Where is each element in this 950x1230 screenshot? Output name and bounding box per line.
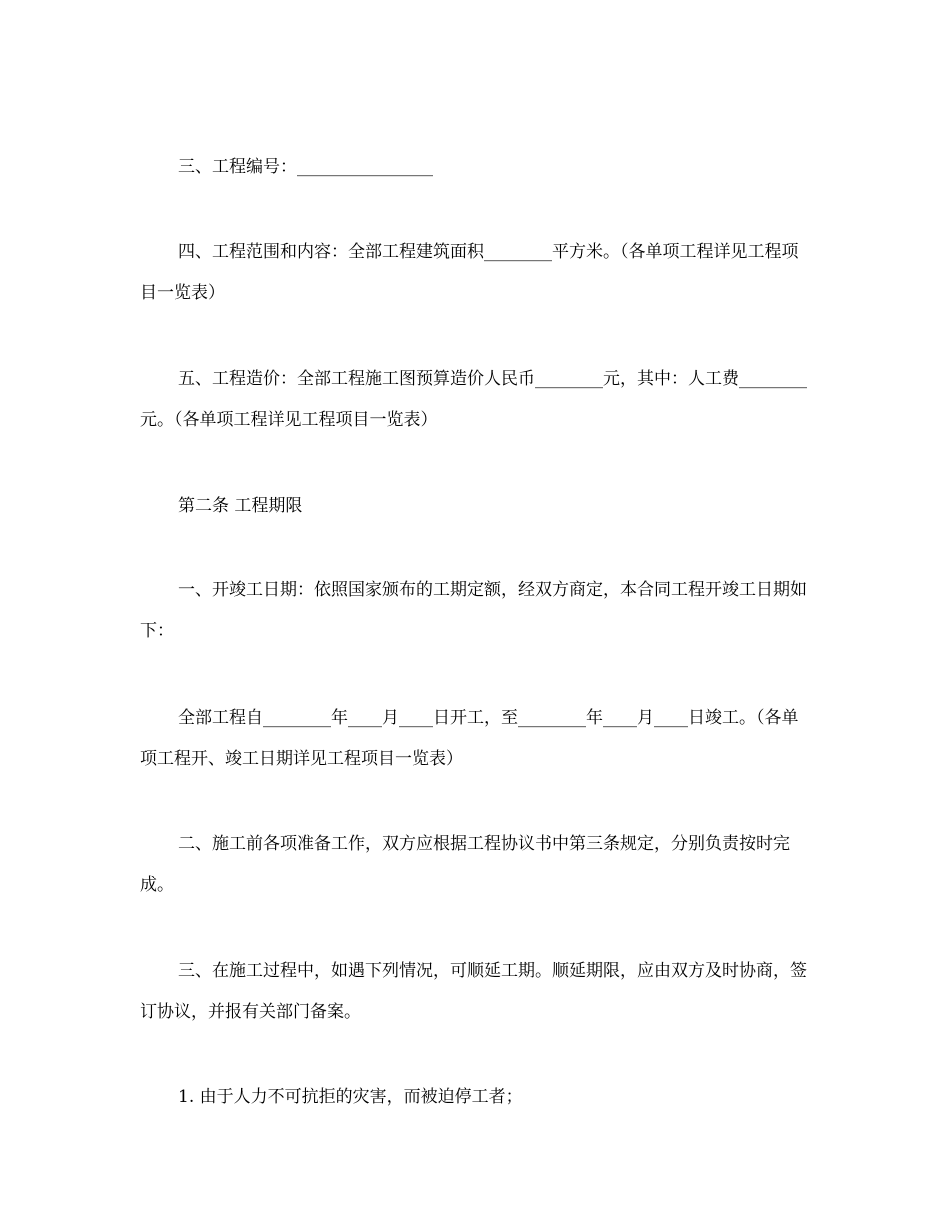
project-number-clause: 三、工程编号：________________ xyxy=(178,157,433,177)
project-scope-clause: 四、工程范围和内容：全部工程建筑面积________平方米。（各单项工程详见工程项目一览表） xyxy=(140,242,799,303)
project-cost-clause: 五、工程造价：全部工程施工图预算造价人民币________元，其中：人工费________元。（各单项工程详见工程项目一览表） xyxy=(140,369,807,430)
preparation-work-clause: 二、施工前各项准备工作，双方应根据工程协议书中第三条规定，分别负责按时完成。 xyxy=(140,834,790,895)
article-two-heading: 第二条 工程期限 xyxy=(178,496,303,516)
start-completion-date-clause: 一、开竣工日期：依照国家颁布的工期定额，经双方商定，本合同工程开竣工日期如下： xyxy=(140,580,807,641)
force-majeure-item: 1. 由于人力不可抗拒的灾害，而被迫停工者； xyxy=(178,1087,523,1107)
project-schedule-clause: 全部工程自________年____月____日开工，至________年____月____日竣工。（各单项工程开、竣工日期详见工程项目一览表） xyxy=(140,708,799,769)
extension-conditions-clause: 三、在施工过程中，如遇下列情况，可顺延工期。顺延期限，应由双方及时协商，签订协议，并报有关部门备案。 xyxy=(140,961,807,1022)
